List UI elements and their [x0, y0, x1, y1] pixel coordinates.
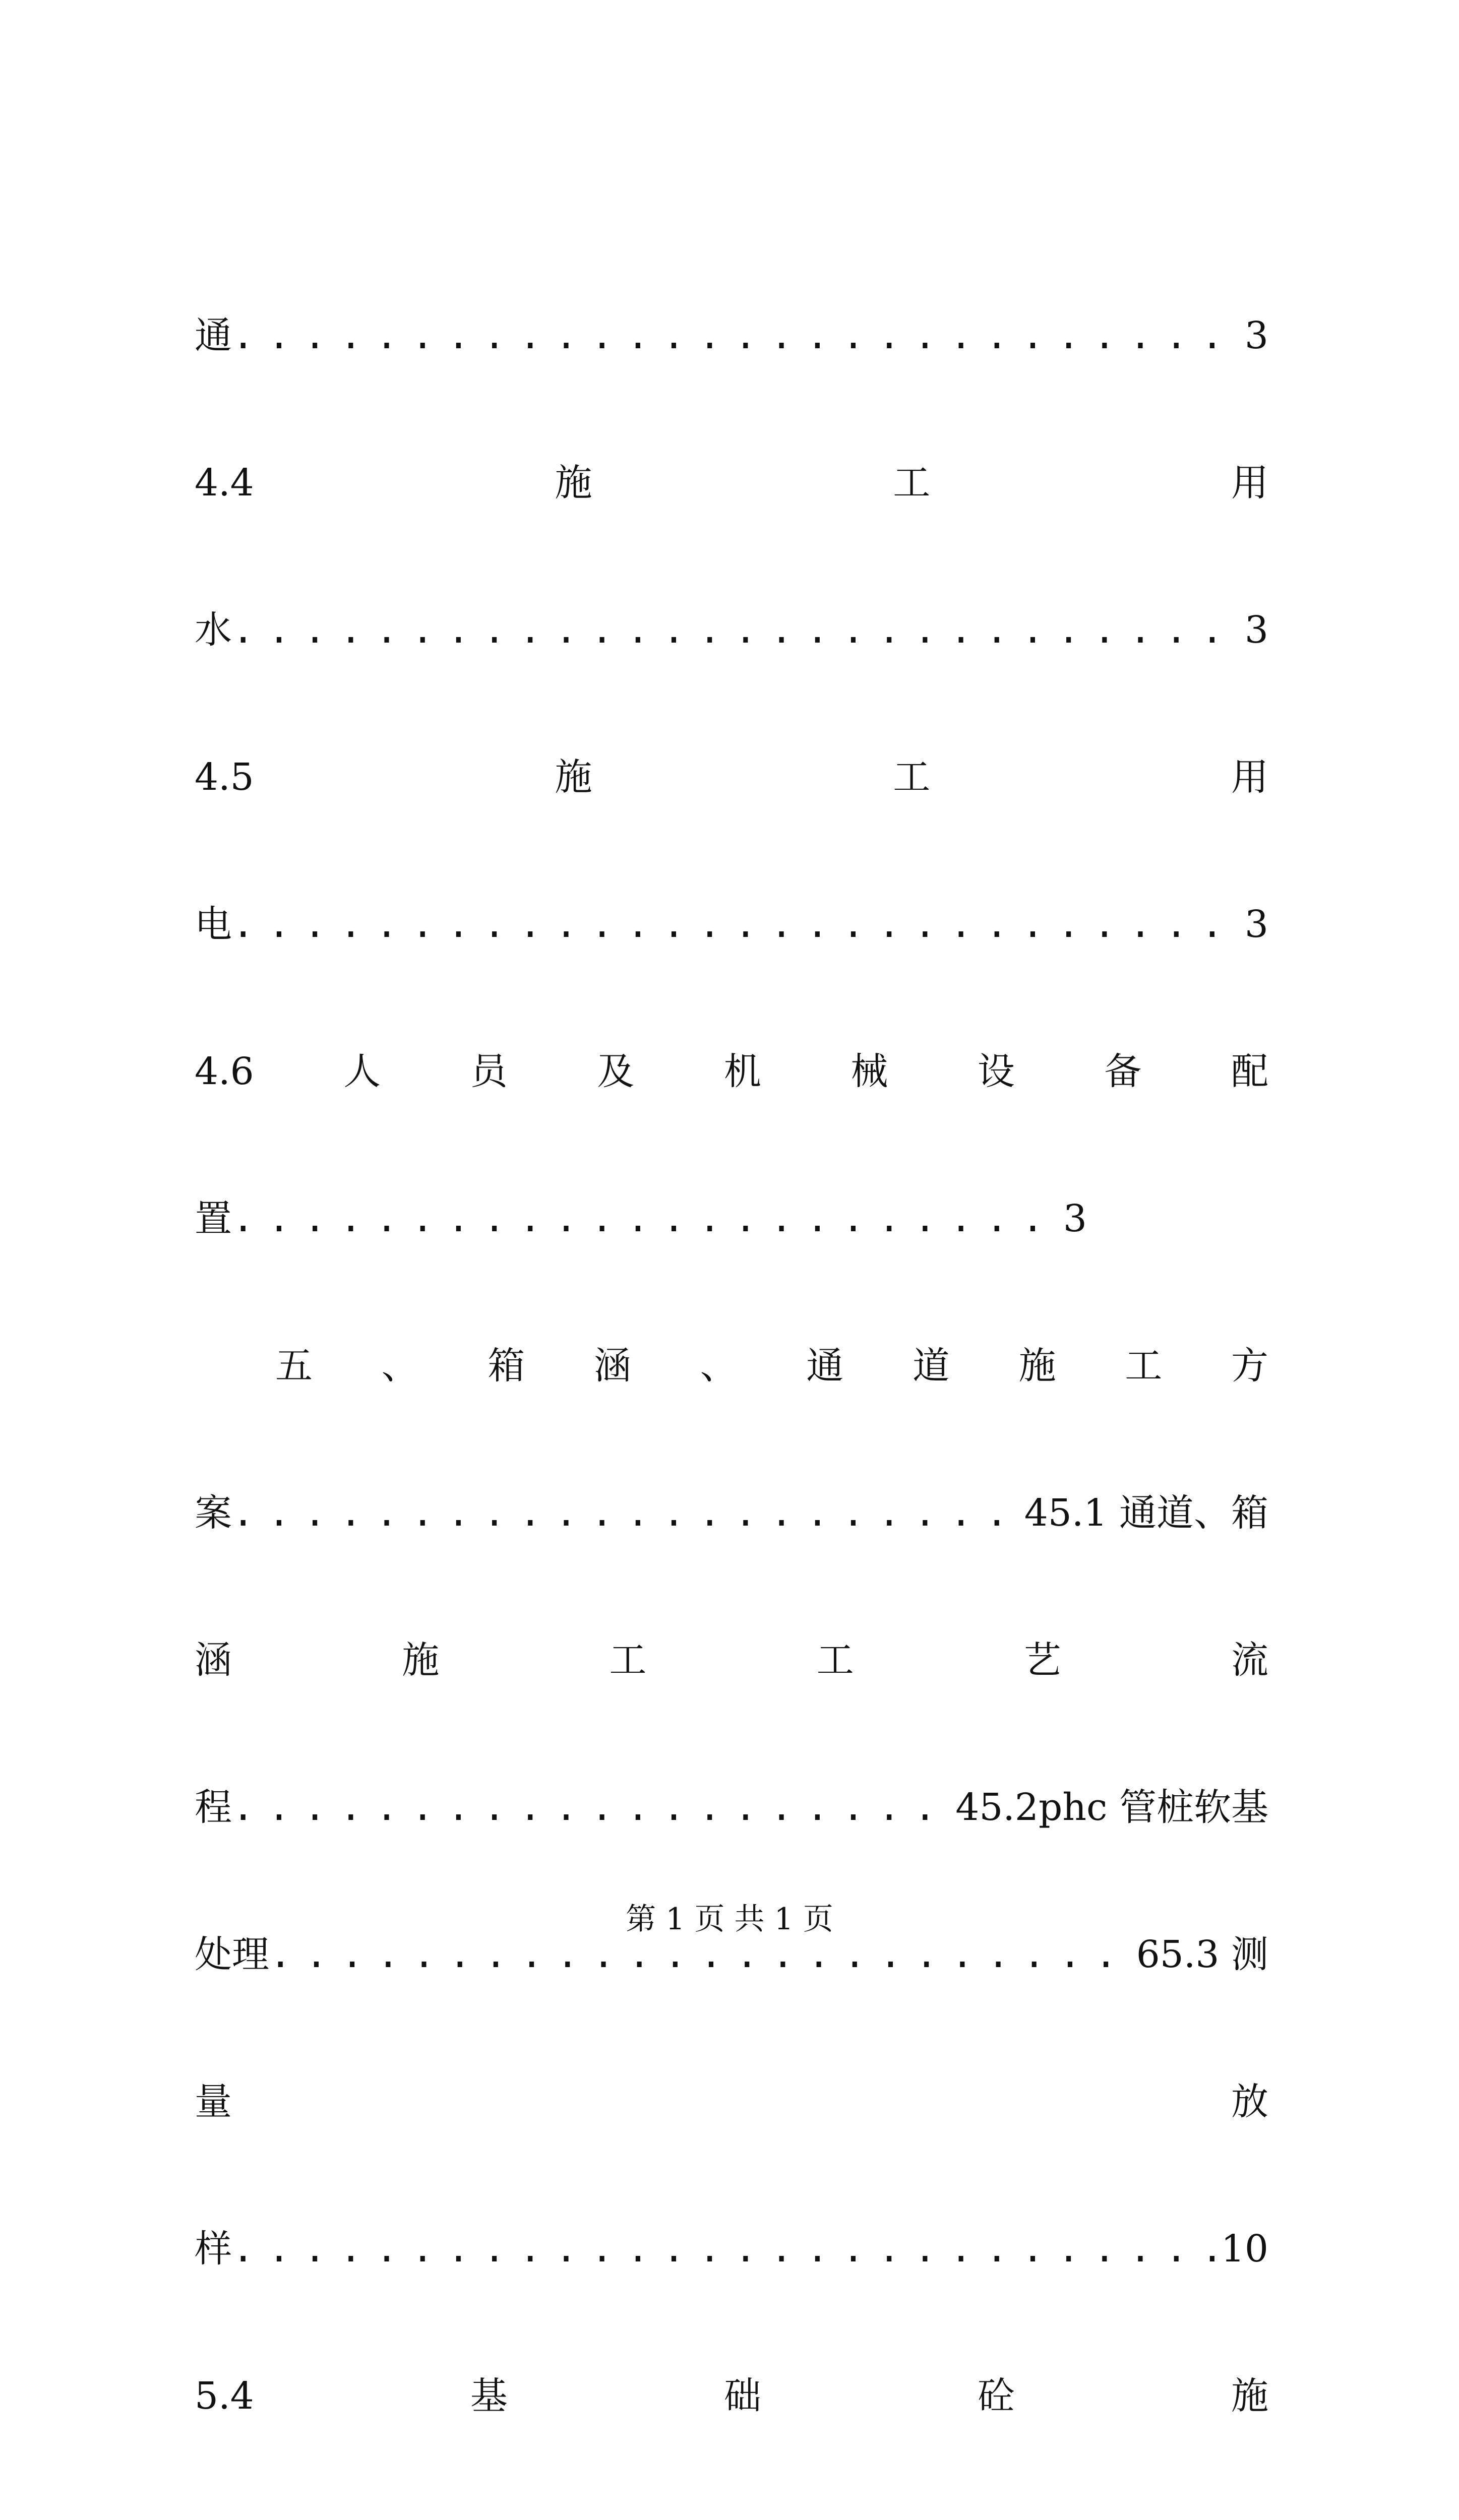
leader-dots: [232, 2175, 1221, 2322]
toc-word: 工: [893, 461, 931, 505]
toc-label: 通: [195, 314, 232, 357]
toc-word: 5.4: [195, 2374, 254, 2418]
toc-line: [195, 2470, 1268, 2520]
toc-word: 艺: [1023, 1639, 1061, 1682]
toc-word: 4.6: [195, 1050, 254, 1093]
toc-word: 及: [597, 1050, 635, 1093]
toc-line: [195, 2322, 1268, 2470]
toc-word: 设: [977, 1050, 1015, 1093]
toc-line: [195, 1439, 1268, 1587]
toc-word: 4.4: [195, 461, 254, 505]
leader-dots: [232, 1145, 1063, 1292]
toc-page-number: 10: [1221, 2227, 1268, 2271]
toc-line: [195, 409, 1268, 556]
toc-page-number: 3: [1244, 314, 1268, 357]
toc-line: [195, 262, 1268, 409]
toc-word: 施: [555, 461, 592, 505]
leader-dots: [232, 2470, 1185, 2520]
toc-label: 案: [195, 1491, 232, 1535]
toc-word: 用: [1231, 461, 1268, 505]
toc-word: 工: [816, 1639, 854, 1682]
toc-word: 砼: [977, 2374, 1015, 2418]
toc-label: 处理: [195, 1933, 269, 1976]
toc-label: 程: [195, 1786, 232, 1829]
toc-word: 、: [381, 1344, 419, 1388]
toc-word: 箱: [488, 1344, 525, 1388]
toc-word: 备: [1104, 1050, 1142, 1093]
toc-line: [195, 851, 1268, 998]
toc-word: 工: [1125, 1344, 1163, 1388]
toc-word: 道: [912, 1344, 950, 1388]
toc-line: [195, 1734, 1268, 1881]
toc-page-number: 65.3 测: [1136, 1933, 1268, 1976]
toc-word: 通: [806, 1344, 844, 1388]
toc-line: [195, 704, 1268, 851]
toc-page-number: 45.2phc 管桩软基: [955, 1786, 1268, 1829]
toc-line: [195, 556, 1268, 704]
toc-page-number: 3: [1244, 608, 1268, 652]
toc-word: 放: [1231, 2080, 1268, 2123]
toc-word: 配: [1231, 1050, 1268, 1093]
toc-word: 4.5: [195, 755, 254, 799]
toc-word: 流: [1231, 1639, 1268, 1682]
toc-label: 样: [195, 2227, 232, 2271]
toc-word: 机: [723, 1050, 761, 1093]
toc-word: 量: [195, 2080, 232, 2123]
toc-word: 施: [1018, 1344, 1056, 1388]
toc-word: 工: [609, 1639, 647, 1682]
toc-word: 涵: [195, 1639, 232, 1682]
leader-dots: [232, 851, 1245, 998]
toc-label: 水: [195, 608, 232, 652]
toc-word: 施: [555, 755, 592, 799]
toc-word: 涵: [593, 1344, 631, 1388]
toc-word: 械: [850, 1050, 888, 1093]
toc-word: 用: [1231, 755, 1268, 799]
toc-line: [195, 1587, 1268, 1734]
toc-word: 施: [402, 1639, 440, 1682]
toc-page-number: 45.1 通道、箱: [1024, 1491, 1268, 1535]
toc-word: 人: [343, 1050, 381, 1093]
toc-word: 五: [275, 1344, 313, 1388]
leader-dots: [232, 1439, 1024, 1587]
toc-word: 工: [893, 755, 931, 799]
leader-dots: [232, 262, 1245, 409]
toc-line: [195, 998, 1268, 1145]
toc-line: [195, 1292, 1268, 1439]
table-of-contents: [195, 262, 1268, 2520]
toc-line: [195, 2175, 1268, 2322]
toc-word: 础: [723, 2374, 761, 2418]
toc-line: [195, 2028, 1268, 2175]
toc-label: [195, 2470, 232, 2520]
toc-word: 基: [470, 2374, 508, 2418]
toc-page-number: [1185, 2470, 1268, 2520]
toc-label: 置: [195, 1197, 232, 1240]
toc-word: 方: [1231, 1344, 1268, 1388]
toc-label: 电: [195, 903, 232, 946]
page-footer: 第 1 页 共 1 页: [626, 1902, 833, 1937]
toc-page-number: 3: [1063, 1197, 1087, 1240]
toc-word: 、: [700, 1344, 738, 1388]
toc-word: 员: [470, 1050, 508, 1093]
toc-word: 施: [1231, 2374, 1268, 2418]
toc-line: [195, 1145, 1087, 1292]
toc-page-number: 3: [1244, 903, 1268, 946]
leader-dots: [232, 1734, 955, 1881]
leader-dots: [232, 556, 1245, 704]
